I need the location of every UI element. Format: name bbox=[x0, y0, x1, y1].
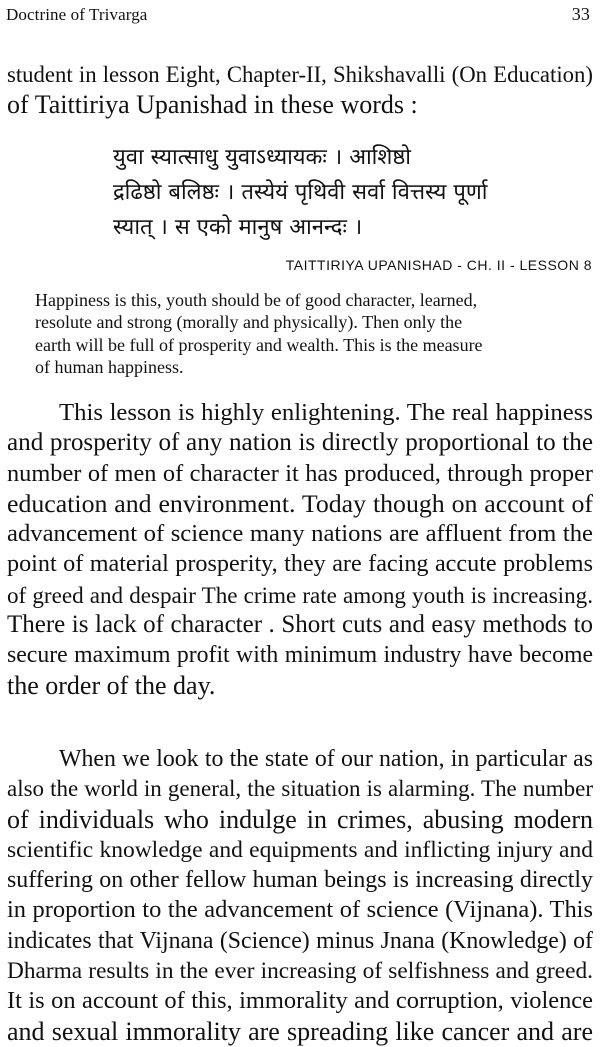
verse-translation bbox=[35, 289, 545, 378]
paragraph-line: It is on account of this, immorality and corruption, violence bbox=[7, 987, 593, 1015]
sanskrit-line: युवा स्यात्साधु युवाऽध्यायकः । आशिष्ठो bbox=[113, 145, 412, 170]
paragraph-line: indicates that Vijnana (Science) minus Jnana (Knowledge) of bbox=[7, 927, 593, 954]
paragraph-line: scientific knowledge and equipments and inflicting injury and bbox=[7, 836, 593, 863]
running-head bbox=[6, 4, 590, 30]
paragraph-line: secure maximum profit with minimum industry have become bbox=[7, 642, 593, 669]
paragraph-line: This lesson is highly enlightening. The real happiness bbox=[59, 399, 593, 426]
paragraph-line: of individuals who indulge in crimes, abusing modern bbox=[7, 804, 593, 834]
body-paragraph-2 bbox=[7, 744, 593, 1047]
translation-line: resolute and strong (morally and physically). Then only the bbox=[35, 312, 463, 333]
translation-line: earth will be full of prosperity and wealth. This is the measure bbox=[35, 334, 483, 355]
paragraph-line: suffering on other fellow human beings is increasing directly bbox=[7, 867, 593, 894]
translation-line: Happiness is this, youth should be of good character, learned, bbox=[35, 290, 478, 310]
body-paragraph-1 bbox=[7, 398, 593, 701]
paragraph-line: When we look to the state of our nation, in particular as bbox=[59, 746, 593, 772]
paragraph-line: education and environment. Today though on account of bbox=[7, 488, 593, 518]
sanskrit-verse bbox=[113, 140, 553, 245]
paragraph-line: Dharma results in the ever increasing of selfishness and greed. bbox=[7, 958, 593, 985]
verse-source: TAITTIRIYA UPANISHAD - CH. II - LESSON 8 bbox=[285, 257, 592, 273]
paragraph-line: the order of the day. bbox=[7, 670, 216, 700]
paragraph-line: also the world in general, the situation is alarming. The number bbox=[7, 776, 593, 802]
paragraph-line: There is lack of character . Short cuts and easy methods to bbox=[7, 611, 593, 639]
paragraph-line: advancement of science many nations are affluent from the bbox=[7, 520, 593, 548]
paragraph-line: and sexual immorality are spreading like cancer and are bbox=[7, 1016, 593, 1046]
paragraph-line: of greed and despair The crime rate among youth is increasing. bbox=[7, 581, 593, 608]
intro-paragraph bbox=[7, 60, 593, 121]
page-number: 33 bbox=[571, 4, 590, 24]
paragraph-line: number of men of character it has produced, through proper bbox=[7, 459, 593, 487]
intro-line: student in lesson Eight, Chapter-II, Shikshavalli (On Education) bbox=[7, 62, 593, 87]
sanskrit-line: स्यात् । स एको मानुष आनन्दः । bbox=[113, 215, 363, 240]
sanskrit-line: द्रढिष्ठो बलिष्ठः । तस्येयं पृथिवी सर्वा वित्तस्य पूर्णा bbox=[113, 180, 488, 205]
translation-line: of human happiness. bbox=[35, 356, 184, 377]
paragraph-line: point of material prosperity, they are facing accute problems bbox=[7, 550, 593, 578]
intro-line: of Taittiriya Upanishad in these words : bbox=[7, 90, 418, 120]
running-head-title: Doctrine of Trivarga bbox=[6, 5, 148, 24]
paragraph-line: and prosperity of any nation is directly proportional to the bbox=[7, 429, 593, 457]
paragraph-line: in proportion to the advancement of science (Vijnana). This bbox=[7, 896, 593, 924]
